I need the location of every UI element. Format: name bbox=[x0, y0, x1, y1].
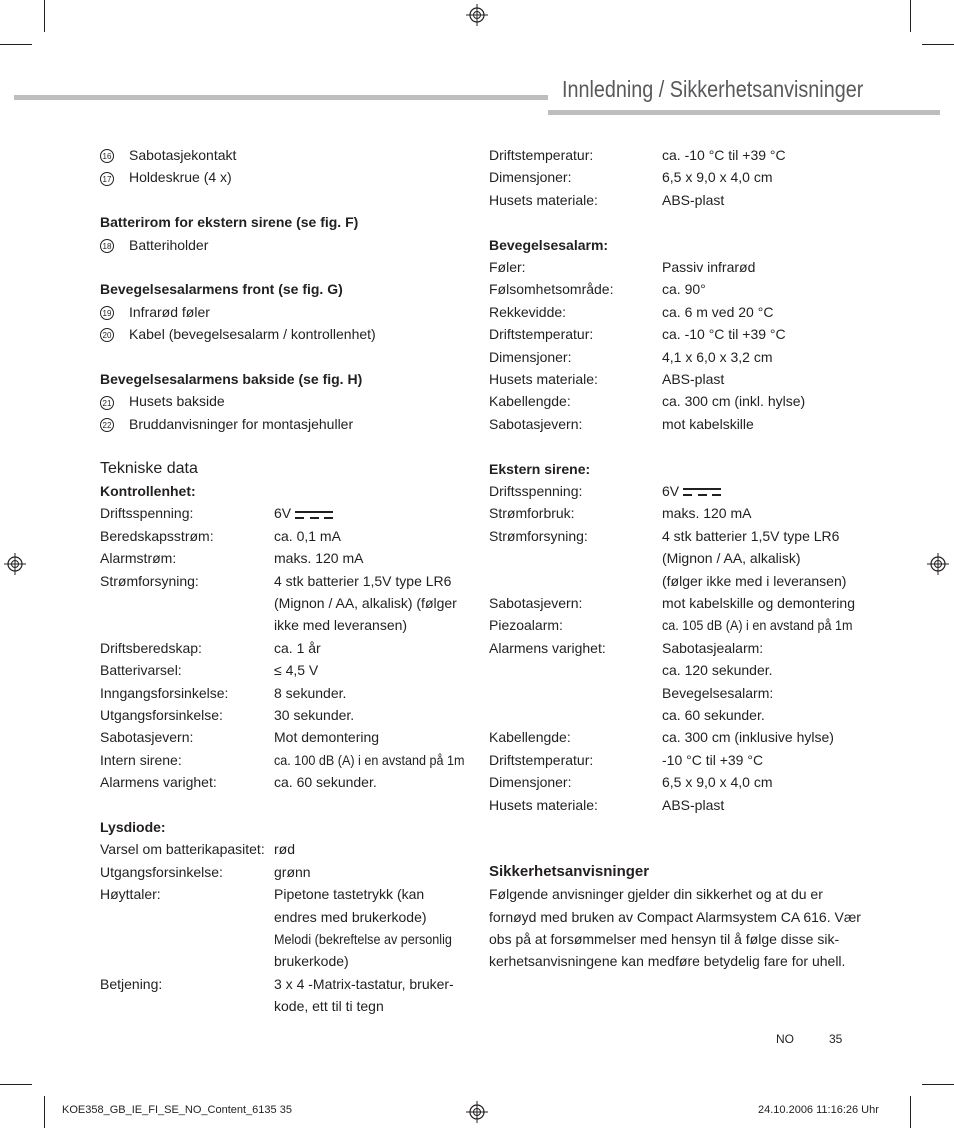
print-slug-filename: KOE358_GB_IE_FI_SE_NO_Content_6135 35 bbox=[62, 1104, 292, 1116]
safety-text: kerhetsanvisningene kan medføre betydelig fare for uhell. bbox=[489, 953, 846, 970]
spec-label: Piezoalarm: bbox=[489, 617, 563, 634]
spec-value: endres med brukerkode) bbox=[274, 908, 427, 925]
spec-value: 3 x 4 -Matrix-tastatur, bruker- bbox=[274, 975, 454, 992]
spec-value: ca. 6 m ved 20 °C bbox=[662, 303, 774, 320]
spec-value: ca. -10 °C til +39 °C bbox=[662, 147, 786, 163]
numbered-item bbox=[100, 144, 237, 166]
crop-mark bbox=[922, 1084, 954, 1085]
spec-label: Batterivarsel: bbox=[100, 662, 182, 679]
safety-text: Følgende anvisninger gjelder din sikkerhet og at du er bbox=[489, 886, 823, 903]
spec-label: Intern sirene: bbox=[100, 751, 182, 768]
spec-value bbox=[274, 928, 472, 950]
spec-label: Beredskapsstrøm: bbox=[100, 527, 214, 544]
spec-value bbox=[274, 749, 486, 771]
spec-label: Dimensjoner: bbox=[489, 348, 572, 365]
spec-label: Kabellengde: bbox=[489, 393, 571, 410]
spec-value: brukerkode) bbox=[274, 953, 349, 970]
item-label: Husets bakside bbox=[129, 393, 225, 410]
numbered-item bbox=[100, 301, 210, 323]
spec-value: ikke med leveransen) bbox=[274, 617, 408, 634]
numbered-item bbox=[100, 166, 232, 188]
spec-value: 30 sekunder. bbox=[274, 707, 355, 723]
spec-label: Kabellengde: bbox=[489, 729, 571, 746]
spec-value: ca. 60 sekunder. bbox=[662, 707, 765, 723]
spec-label: Alarmstrøm: bbox=[100, 550, 177, 567]
spec-value: ca. 60 sekunder. bbox=[274, 774, 377, 791]
spec-value-text: ca. 105 dB (A) i en avstand på 1m bbox=[662, 617, 853, 634]
section-heading: Bevegelsesalarm: bbox=[489, 236, 609, 253]
spec-value-text: Melodi (bekreftelse av personlig bbox=[274, 931, 452, 947]
crop-mark bbox=[44, 0, 45, 32]
section-heading: Batterirom for ekstern sirene (se fig. F) bbox=[100, 214, 359, 231]
spec-value: 6V bbox=[662, 480, 721, 502]
item-label: Bruddanvisninger for montasjehuller bbox=[129, 415, 354, 432]
spec-value: maks. 120 mA bbox=[662, 505, 752, 522]
spec-value: ca. -10 °C til +39 °C bbox=[662, 326, 786, 343]
spec-value: rød bbox=[274, 841, 295, 858]
spec-value: 6,5 x 9,0 x 4,0 cm bbox=[662, 774, 773, 791]
spec-value: Mot demontering bbox=[274, 729, 380, 746]
spec-value: ca. 120 sekunder. bbox=[662, 662, 773, 679]
spec-value: maks. 120 mA bbox=[274, 550, 364, 567]
spec-value: (Mignon / AA, alkalisk) (følger bbox=[274, 595, 457, 611]
safety-text: obs på at forsømmelser med hensyn til å følge disse sik- bbox=[489, 931, 840, 947]
subsection-title: Tekniske data bbox=[100, 459, 198, 477]
spec-label: Høyttaler: bbox=[100, 886, 161, 903]
item-number-badge: 20 bbox=[100, 328, 114, 342]
spec-label: Varsel om batterikapasitet: bbox=[100, 841, 265, 858]
right-column bbox=[489, 144, 869, 1024]
spec-value: ABS-plast bbox=[662, 796, 725, 813]
spec-label: Driftsspenning: bbox=[489, 483, 583, 499]
section-heading: Kontrollenhet: bbox=[100, 483, 196, 499]
spec-label: Føler: bbox=[489, 259, 526, 275]
spec-value: ca. 1 år bbox=[274, 639, 321, 656]
item-label: Batteriholder bbox=[129, 236, 209, 253]
spec-label: Strømforbruk: bbox=[489, 505, 575, 522]
spec-label: Driftstemperatur: bbox=[489, 147, 594, 163]
crop-mark bbox=[0, 44, 32, 45]
spec-value: 6V bbox=[274, 502, 333, 524]
spec-value: mot kabelskille og demontering bbox=[662, 595, 855, 611]
spec-value bbox=[662, 614, 874, 636]
spec-label: Utgangsforsinkelse: bbox=[100, 863, 223, 880]
registration-mark-icon bbox=[927, 553, 949, 575]
crop-mark bbox=[910, 1096, 911, 1128]
crop-mark bbox=[44, 1096, 45, 1128]
page-number: 35 bbox=[829, 1032, 843, 1046]
header-rule bbox=[14, 95, 548, 100]
numbered-item bbox=[100, 390, 225, 412]
crop-mark bbox=[0, 1084, 32, 1085]
spec-value: 4 stk batterier 1,5V type LR6 bbox=[274, 572, 452, 589]
spec-value: Passiv infrarød bbox=[662, 259, 756, 275]
print-slug-timestamp: 24.10.2006 11:16:26 Uhr bbox=[758, 1104, 879, 1116]
spec-value: 8 sekunder. bbox=[274, 684, 347, 701]
spec-value: Pipetone tastetrykk (kan bbox=[274, 886, 425, 903]
section-heading: Bevegelsesalarmens bakside (se fig. H) bbox=[100, 371, 363, 387]
spec-value: ca. 0,1 mA bbox=[274, 527, 341, 544]
page-title: Innledning / Sikkerhetsanvisninger bbox=[562, 76, 864, 102]
header-rule bbox=[548, 110, 940, 115]
section-heading: Ekstern sirene: bbox=[489, 460, 591, 477]
spec-label: Følsomhetsområde: bbox=[489, 281, 614, 298]
section-heading: Bevegelsesalarmens front (se fig. G) bbox=[100, 281, 343, 298]
spec-label: Sabotasjevern: bbox=[489, 595, 583, 611]
spec-value: mot kabelskille bbox=[662, 415, 754, 432]
registration-mark-icon bbox=[466, 4, 488, 26]
item-number-badge: 19 bbox=[100, 306, 114, 320]
item-label: Holdeskrue (4 x) bbox=[129, 169, 232, 186]
spec-label: Driftstemperatur: bbox=[489, 751, 594, 768]
spec-value: (Mignon / AA, alkalisk) bbox=[662, 550, 801, 567]
spec-label: Betjening: bbox=[100, 975, 163, 992]
spec-label: Strømforsyning: bbox=[489, 527, 588, 544]
spec-label: Rekkevidde: bbox=[489, 303, 567, 320]
spec-value: Bevegelsesalarm: bbox=[662, 684, 774, 701]
spec-value: ABS-plast bbox=[662, 371, 725, 387]
spec-value: 6,5 x 9,0 x 4,0 cm bbox=[662, 169, 773, 186]
spec-value: grønn bbox=[274, 863, 311, 880]
item-number-badge: 22 bbox=[100, 418, 114, 432]
spec-value: ca. 90° bbox=[662, 281, 706, 298]
dc-voltage-icon bbox=[683, 486, 721, 498]
page-language: NO bbox=[776, 1032, 794, 1046]
item-number-badge: 21 bbox=[100, 396, 114, 410]
spec-value: kode, ett til ti tegn bbox=[274, 998, 384, 1015]
item-number-badge: 17 bbox=[100, 172, 114, 186]
left-column bbox=[100, 144, 470, 1024]
spec-value: ca. 300 cm (inkl. hylse) bbox=[662, 393, 806, 410]
spec-value: 4,1 x 6,0 x 3,2 cm bbox=[662, 348, 773, 365]
spec-value: Sabotasjealarm: bbox=[662, 639, 764, 656]
item-label: Sabotasjekontakt bbox=[129, 147, 237, 163]
spec-label: Husets materiale: bbox=[489, 371, 598, 387]
spec-label: Driftstemperatur: bbox=[489, 326, 594, 343]
spec-value: ca. 300 cm (inklusive hylse) bbox=[662, 729, 834, 746]
item-label: Kabel (bevegelsesalarm / kontrollenhet) bbox=[129, 326, 376, 343]
safety-text: fornøyd med bruken av Compact Alarmsystem CA 616. Vær bbox=[489, 908, 861, 925]
spec-label: Husets materiale: bbox=[489, 191, 598, 208]
spec-label: Alarmens varighet: bbox=[100, 774, 217, 791]
spec-value-text: ca. 100 dB (A) i en avstand på 1m bbox=[274, 751, 465, 768]
numbered-item bbox=[100, 234, 209, 256]
spec-value: ≤ 4,5 V bbox=[274, 662, 319, 679]
spec-label: Dimensjoner: bbox=[489, 169, 572, 186]
item-number-badge: 18 bbox=[100, 239, 114, 253]
spec-label: Sabotasjevern: bbox=[100, 729, 194, 746]
spec-label: Sabotasjevern: bbox=[489, 415, 583, 432]
crop-mark bbox=[922, 44, 954, 45]
spec-value: -10 °C til +39 °C bbox=[662, 751, 764, 768]
spec-label: Inngangsforsinkelse: bbox=[100, 684, 229, 701]
registration-mark-icon bbox=[466, 1101, 488, 1123]
spec-label: Alarmens varighet: bbox=[489, 639, 606, 656]
safety-heading: Sikkerhetsanvisninger bbox=[489, 862, 650, 880]
spec-label: Utgangsforsinkelse: bbox=[100, 707, 223, 723]
spec-label: Husets materiale: bbox=[489, 796, 598, 813]
section-heading: Lysdiode: bbox=[100, 819, 166, 835]
spec-label: Driftsberedskap: bbox=[100, 639, 202, 656]
spec-label: Driftsspenning: bbox=[100, 505, 194, 522]
item-number-badge: 16 bbox=[100, 149, 114, 163]
spec-value: ABS-plast bbox=[662, 191, 725, 208]
registration-mark-icon bbox=[4, 553, 26, 575]
spec-value: (følger ikke med i leveransen) bbox=[662, 572, 847, 589]
dc-voltage-icon bbox=[295, 509, 333, 521]
crop-mark bbox=[910, 0, 911, 32]
item-label: Infrarød føler bbox=[129, 303, 210, 320]
numbered-item bbox=[100, 323, 376, 345]
spec-label: Dimensjoner: bbox=[489, 774, 572, 791]
spec-label: Strømforsyning: bbox=[100, 572, 199, 589]
numbered-item bbox=[100, 413, 354, 435]
spec-value: 4 stk batterier 1,5V type LR6 bbox=[662, 527, 840, 544]
